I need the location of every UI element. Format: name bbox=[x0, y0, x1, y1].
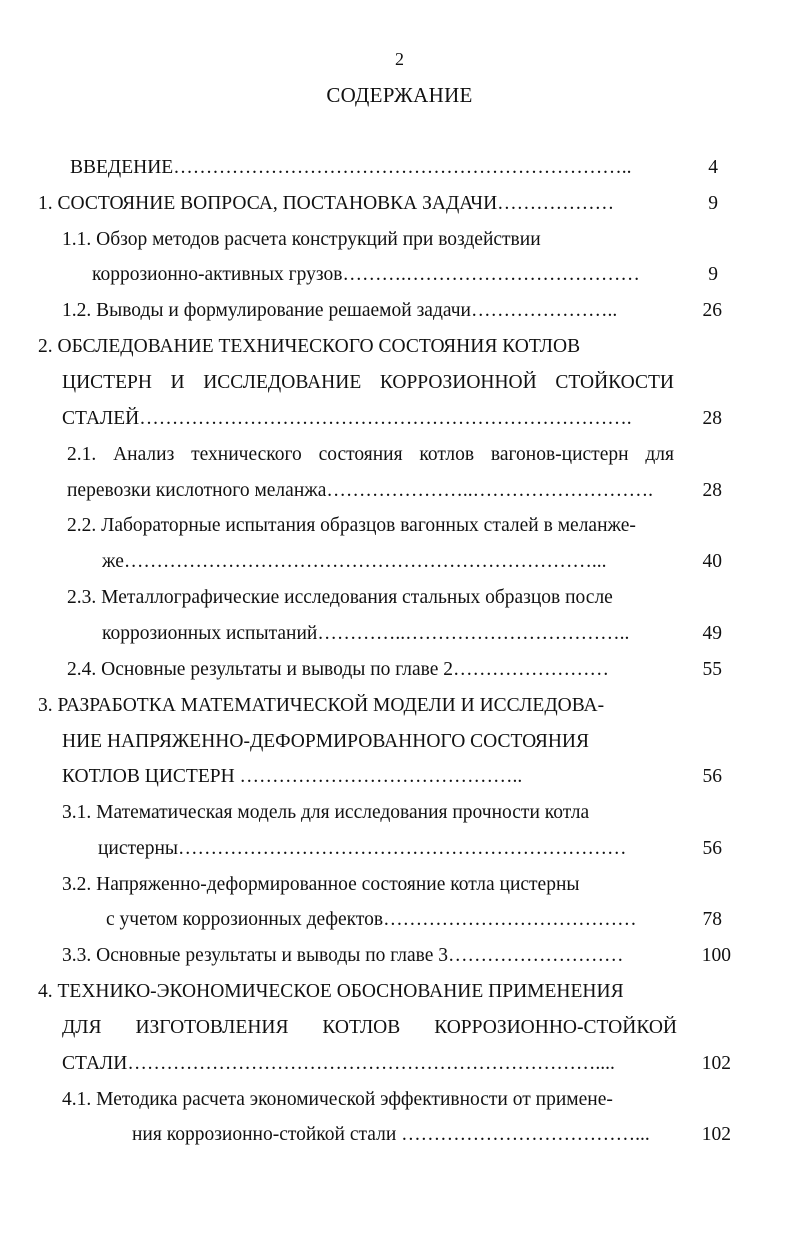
toc-page-number: 4 bbox=[708, 157, 718, 178]
toc-entry-text: ВВЕДЕНИЕ…………………………………………………………….. bbox=[70, 157, 632, 178]
toc-entry-text: 1.1. Обзор методов расчета конструкций при воздействии bbox=[62, 229, 541, 250]
toc-page-number: 102 bbox=[701, 1053, 731, 1074]
toc-page-number: 55 bbox=[702, 659, 722, 680]
toc-entry-text: 1. СОСТОЯНИЕ ВОПРОСА, ПОСТАНОВКА ЗАДАЧИ……………… bbox=[38, 193, 615, 214]
toc-entry-text: 3.3. Основные результаты и выводы по главе 3……………………… bbox=[62, 945, 624, 966]
toc-entry-text: СТАЛИ……………………………………………………………….... bbox=[62, 1053, 615, 1074]
toc-page-number: 26 bbox=[702, 300, 722, 321]
toc-page-number: 28 bbox=[702, 480, 722, 501]
toc-entry-text: 4. ТЕХНИКО-ЭКОНОМИЧЕСКОЕ ОБОСНОВАНИЕ ПРИМЕНЕНИЯ bbox=[38, 981, 624, 1002]
toc-entry-text: 1.2. Выводы и формулирование решаемой задачи………………….. bbox=[62, 300, 618, 321]
toc-entry-text: цистерны…………………………………………………………… bbox=[98, 838, 627, 859]
toc-entry-text: перевозки кислотного меланжа…………………..………………………. bbox=[67, 480, 654, 501]
toc-page-number: 102 bbox=[701, 1124, 731, 1145]
toc-entry-text: коррозионных испытаний…………..…………………………….. bbox=[102, 623, 630, 644]
toc-entry-text: коррозионно-активных грузов……….……………………………… bbox=[92, 264, 640, 285]
toc-page-number: 9 bbox=[708, 264, 718, 285]
toc-page-number: 49 bbox=[702, 623, 722, 644]
toc-entry-text: СТАЛЕЙ…………………………………………………………………. bbox=[62, 408, 632, 429]
toc-entry-text: НИЕ НАПРЯЖЕННО-ДЕФОРМИРОВАННОГО СОСТОЯНИЯ bbox=[62, 731, 590, 752]
toc-entry-text: ния коррозионно-стойкой стали ………………………………... bbox=[132, 1124, 650, 1145]
toc-entry-text: 3. РАЗРАБОТКА МАТЕМАТИЧЕСКОЙ МОДЕЛИ И ИССЛЕДОВА- bbox=[38, 695, 605, 716]
toc-entry-text: 2.1. Анализ технического состояния котлов вагонов-цистерн для bbox=[67, 444, 674, 465]
toc-page-number: 100 bbox=[701, 945, 731, 966]
toc-entry-text: 2.4. Основные результаты и выводы по главе 2…………………… bbox=[67, 659, 610, 680]
toc-page-number: 56 bbox=[702, 766, 722, 787]
toc-entry-text: 2.3. Металлографические исследования стальных образцов после bbox=[67, 587, 613, 608]
toc-page-number: 78 bbox=[702, 909, 722, 930]
toc-entry-text: же………………………………………………………………... bbox=[102, 551, 607, 572]
toc-page-number: 40 bbox=[702, 551, 722, 572]
toc-page-number: 9 bbox=[708, 193, 718, 214]
toc-entry-text: КОТЛОВ ЦИСТЕРН …………………………………….. bbox=[62, 766, 523, 787]
page-title: СОДЕРЖАНИЕ bbox=[326, 83, 473, 107]
toc-entry-text: 3.2. Напряженно-деформированное состояние котла цистерны bbox=[62, 874, 580, 895]
toc-entry-text: ЦИСТЕРН И ИССЛЕДОВАНИЕ КОРРОЗИОННОЙ СТОЙКОСТИ bbox=[62, 372, 674, 393]
toc-entry-text: 2. ОБСЛЕДОВАНИЕ ТЕХНИЧЕСКОГО СОСТОЯНИЯ КОТЛОВ bbox=[38, 336, 581, 357]
page-number: 2 bbox=[395, 49, 404, 69]
toc-entry-text: 2.2. Лабораторные испытания образцов вагонных сталей в меланже- bbox=[67, 515, 636, 536]
toc-entry-text: с учетом коррозионных дефектов………………………………… bbox=[106, 909, 637, 930]
toc-entry-text: ДЛЯ ИЗГОТОВЛЕНИЯ КОТЛОВ КОРРОЗИОННО-СТОЙКОЙ bbox=[62, 1017, 677, 1038]
toc-page-number: 56 bbox=[702, 838, 722, 859]
toc-page-number: 28 bbox=[702, 408, 722, 429]
toc-entry-text: 3.1. Математическая модель для исследования прочности котла bbox=[62, 802, 590, 823]
toc-entry-text: 4.1. Методика расчета экономической эффективности от примене- bbox=[62, 1089, 613, 1110]
